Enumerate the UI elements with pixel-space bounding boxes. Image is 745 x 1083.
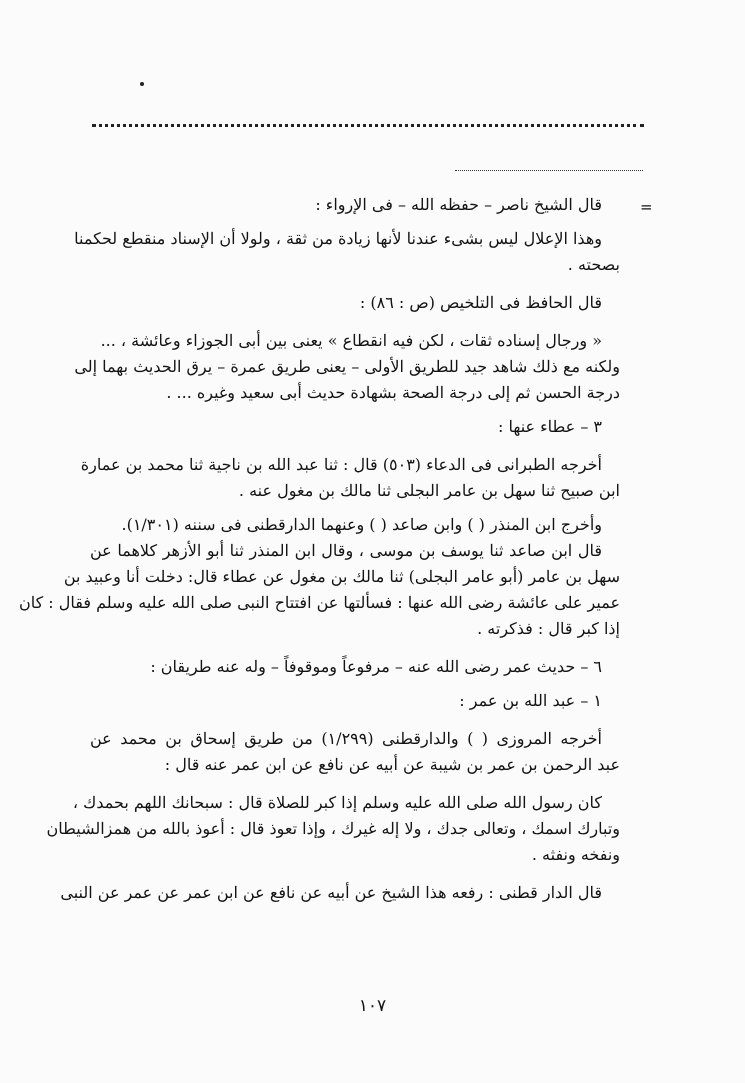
text-line: عبد الرحمن بن عمر بن شيبة عن أبيه عن نافع عن ابن عمر عنه قال : (164, 755, 620, 774)
text-line: أخرجه الطبرانى فى الدعاء (٥٠٣) قال : ثنا عبد الله بن ناجية ثنا محمد بن عمارة (80, 455, 602, 474)
text-line: وأخرج ابن المنذر ( ) وابن صاعد ( ) وعنهما الدارقطنى فى سننه (١/٣٠١). (121, 515, 602, 534)
text-line: ونفخه ونفثه . (531, 845, 620, 864)
text-line: سهل بن عامر (أبو عامر البجلى) ثنا مالك بن مغول عن عطاء قال: دخلت أنا وعبيد بن (63, 567, 620, 586)
footnote-text-block (18, 192, 620, 906)
text-line: إذا كبر قال : فذكرته . (477, 619, 620, 638)
text-line: بصحته . (567, 255, 620, 274)
continuation-marker: = (640, 198, 653, 216)
text-line: وهذا الإعلال ليس بشىء عندنا لأنها زيادة من ثقة ، ولولا أن الإسناد منقطع لحكمنا (74, 229, 602, 248)
text-line: قال الشيخ ناصر – حفظه الله – فى الإرواء : (315, 195, 602, 214)
text-line: ولكنه مع ذلك شاهد جيد للطريق الأولى – يعنى طريق عمرة – يرق الحديث بهما إلى (74, 357, 620, 376)
section-heading: ١ – عبد الله بن عمر : (459, 691, 602, 710)
text-line: درجة الحسن ثم إلى درجة الصحة بشهادة حديث أبى سعيد وغيره ... . (166, 383, 620, 402)
text-line: « ورجال إسناده ثقات ، لكن فيه انقطاع » يعنى بين أبى الجوزاء وعائشة ، ... (100, 331, 602, 350)
text-line: عمير على عائشة رضى الله عنها : فسألتها عن افتتاح النبى صلى الله عليه وسلم فقال : كان (18, 593, 620, 612)
text-line: أخرجه المروزى ( ) والدارقطنى (١/٢٩٩) من طريق إسحاق بن محمد عن (90, 729, 603, 748)
section-heading: ٣ – عطاء عنها : (497, 417, 602, 436)
text-line: قال الدار قطنى : رفعه هذا الشيخ عن أبيه عن نافع عن ابن عمر عن عمر عن النبى (60, 883, 602, 902)
text-line: كان رسول الله صلى الله عليه وسلم إذا كبر للصلاة قال : سبحانك اللهم بحمدك ، (72, 793, 602, 812)
dotted-separator-short (455, 164, 643, 171)
dotted-separator-long (92, 112, 644, 127)
text-line: وتبارك اسمك ، وتعالى جدك ، ولا إله غيرك ، وإذا تعوذ قال : أعوذ بالله من همزالشيطان (46, 819, 620, 838)
section-heading: ٦ – حديث عمر رضى الله عنه – مرفوعاً وموقوفاً – وله عنه طريقان : (150, 657, 602, 676)
ink-speck (140, 82, 144, 86)
text-line: ابن صبيح ثنا سهل بن عامر البجلى ثنا مالك بن مغول عنه . (238, 481, 620, 500)
text-line: قال ابن صاعد ثنا يوسف بن موسى ، وقال ابن المنذر ثنا أبو الأزهر كلاهما عن (90, 541, 602, 560)
text-line: قال الحافظ فى التلخيص (ص : ٨٦) : (359, 293, 602, 312)
page-number: ١٠٧ (358, 996, 387, 1016)
